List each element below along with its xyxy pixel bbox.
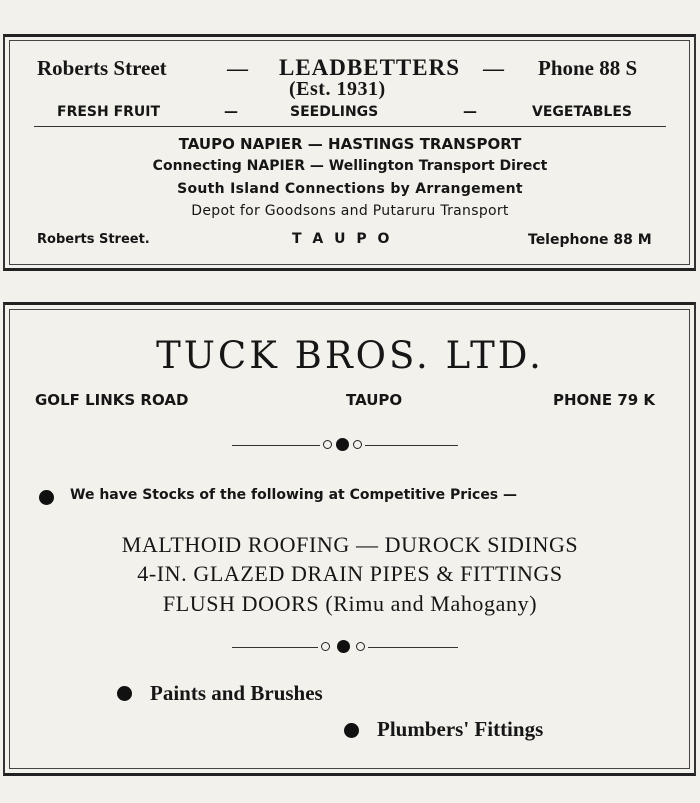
tuck-bros-address: GOLF LINKS ROAD	[35, 391, 189, 409]
product-line-1: MALTHOID ROOFING — DUROCK SIDINGS	[121, 532, 579, 557]
tuck-bros-phone: PHONE 79 K	[553, 391, 656, 409]
produce-dash-2: —	[463, 104, 477, 120]
tuck-bros-town: TAUPO	[346, 391, 403, 409]
transport-line-1: TAUPO NAPIER — HASTINGS TRANSPORT	[178, 135, 522, 153]
produce-fresh-fruit: FRESH FRUIT	[57, 104, 161, 120]
paints-bullet-icon	[117, 686, 132, 701]
header-dash-right: —	[483, 56, 504, 80]
leadbetters-established: (Est. 1931)	[289, 78, 386, 100]
transport-line-4: Depot for Goodsons and Putaruru Transport	[191, 203, 509, 219]
transport-line-2: Connecting NAPIER — Wellington Transport Direct	[152, 158, 548, 174]
leadbetters-phone: Phone 88 S	[538, 56, 638, 80]
leadbetters-divider	[34, 126, 666, 127]
plumbers-bullet-icon	[344, 723, 359, 738]
stock-bullet-icon	[39, 490, 54, 505]
feature-paints-brushes: Paints and Brushes	[150, 681, 323, 705]
leadbetters-footer-telephone: Telephone 88 M	[528, 232, 652, 248]
leadbetters-header-left: Roberts Street	[37, 56, 167, 80]
leadbetters-title: LEADBETTERS	[279, 55, 461, 80]
tuck-bros-title: TUCK BROS. LTD.	[156, 334, 544, 377]
produce-seedlings: SEEDLINGS	[290, 104, 379, 120]
produce-vegetables: VEGETABLES	[532, 104, 632, 120]
leadbetters-footer-street: Roberts Street.	[37, 232, 150, 247]
leadbetters-footer-town: T A U P O	[292, 231, 393, 247]
stock-intro-text: We have Stocks of the following at Competitive Prices —	[70, 487, 518, 503]
product-line-2: 4-IN. GLAZED DRAIN PIPES & FITTINGS	[137, 561, 563, 586]
transport-line-3: South Island Connections by Arrangement	[177, 181, 523, 197]
header-dash-left: —	[227, 56, 248, 80]
feature-plumbers-fittings: Plumbers' Fittings	[377, 717, 544, 741]
product-line-3: FLUSH DOORS (Rimu and Mahogany)	[162, 591, 538, 616]
produce-dash-1: —	[224, 104, 238, 120]
